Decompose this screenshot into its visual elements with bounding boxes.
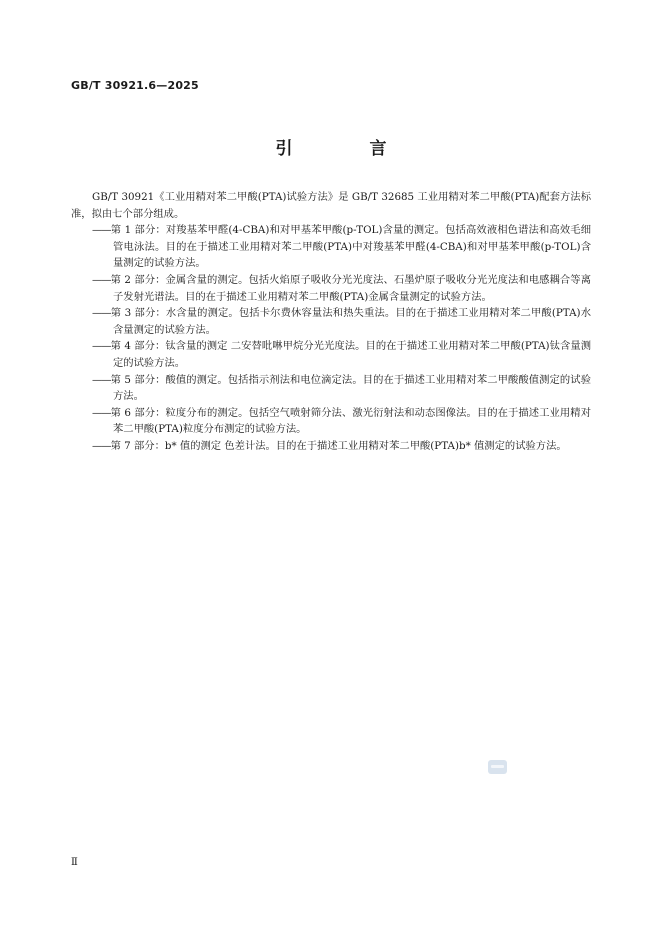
list-dash: ——: [92, 273, 111, 286]
list-item-text: 第 3 部分：水含量的测定。包括卡尔费休容量法和热失重法。目的在于描述工业用精对苯二甲酸(PTA)水含量测定的试验方法。: [110, 307, 591, 336]
intro-paragraph: GB/T 30921《工业用精对苯二甲酸(PTA)试验方法》是 GB/T 32685 工业用精对苯二甲酸(PTA)配套方法标准，拟由七个部分组成。: [71, 191, 591, 220]
list-item-part-7: [71, 438, 591, 455]
list-item-text: 第 5 部分：酸值的测定。包括指示剂法和电位滴定法。目的在于描述工业用精对苯二甲酸酸值测定的试验方法。: [110, 373, 591, 403]
list-dash: ——: [92, 439, 111, 452]
list-item-part-2: [71, 272, 591, 305]
page-number: Ⅱ: [71, 857, 78, 868]
standard-code: GB/T 30921.6—2025: [71, 79, 199, 92]
list-dash: ——: [92, 307, 111, 320]
list-item-part-1: [71, 222, 591, 272]
list-dash: ——: [92, 224, 111, 237]
section-title: 引 言: [275, 139, 417, 159]
list-item-part-6: [71, 405, 591, 438]
list-item-text: 第 6 部分：粒度分布的测定。包括空气喷射筛分法、激光衍射法和动态图像法。目的在于描述工业用精对苯二甲酸(PTA)粒度分布测定的试验方法。: [110, 406, 591, 436]
list-item-part-3: [71, 305, 591, 338]
list-item-part-4: [71, 338, 591, 371]
list-dash: ——: [92, 406, 111, 419]
list-item-text: 第 4 部分：钛含量的测定 二安替吡啉甲烷分光光度法。目的在于描述工业用精对苯二甲酸(PTA)钛含量测定的试验方法。: [110, 340, 591, 369]
list-dash: ——: [92, 340, 111, 353]
body-text: [71, 189, 591, 455]
list-item-text: 第 7 部分：b* 值的测定 色差计法。目的在于描述工业用精对苯二甲酸(PTA)b* 值测定的试验方法。: [110, 439, 567, 452]
list-dash: ——: [92, 373, 111, 386]
list-item-part-5: [71, 372, 591, 405]
list-item-text: 第 2 部分：金属含量的测定。包括火焰原子吸收分光光度法、石墨炉原子吸收分光光度法和电感耦合等离子发射光谱法。目的在于描述工业用精对苯二甲酸(PTA)金属含量测定的试验方法。: [110, 273, 591, 303]
list-item-text: 第 1 部分：对羧基苯甲醛(4-CBA)和对甲基苯甲酸(p-TOL)含量的测定。包括高效液相色谱法和高效毛细管电泳法。目的在于描述工业用精对苯二甲酸(PTA)中对羧基苯甲醛(4-CBA)和对甲基苯甲酸(p-TOL)含量测定的试验方法。: [110, 224, 591, 270]
watermark-logo-icon: [488, 760, 507, 774]
